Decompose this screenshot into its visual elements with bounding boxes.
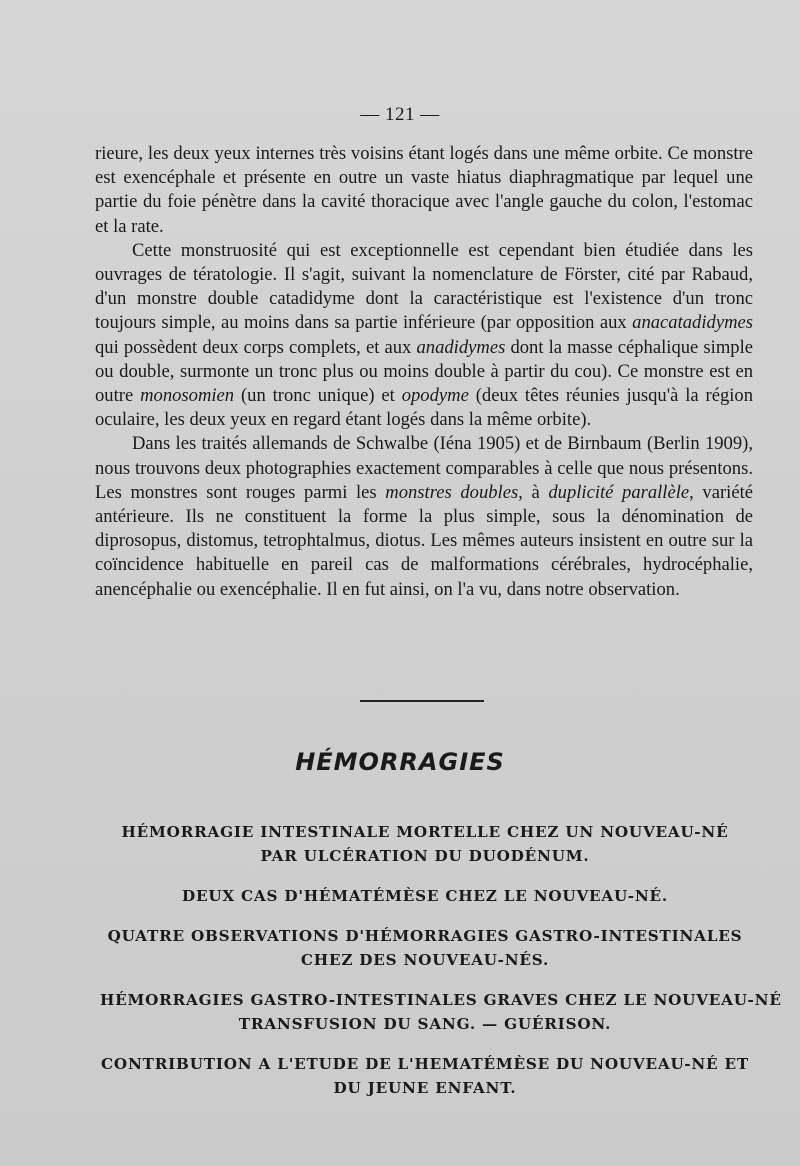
text-run: Dans les traités allemands de Schwalbe (Iéna 1905) et de Birnbaum (Berlin 1909), nous trouvons deux photographies exactement comparables à celle que nous présentons. Les monstres sont rouges parmi les xyxy=(95,433,753,503)
body-text xyxy=(95,142,753,602)
article-title-line: CHEZ DES NOUVEAU-NÉS. xyxy=(300,951,550,969)
text-run: dont la masse céphalique simple ou double, surmonte un tronc plus ou moins double à partir du cou). Ce monstre est en outre xyxy=(95,336,753,407)
article-title xyxy=(100,884,750,908)
article-title xyxy=(100,1052,750,1100)
text-run: , à xyxy=(518,481,549,503)
section-separator xyxy=(360,700,484,702)
italic-term: anacatadidymes xyxy=(632,312,753,334)
italic-term: monstres doubles xyxy=(385,481,519,503)
article-title-line: DU JEUNE ENFANT. xyxy=(333,1079,517,1097)
paragraph xyxy=(95,142,753,239)
article-title xyxy=(100,924,750,972)
text-run: , variété antérieure. Ils ne constituent la forme la plus simple, sous la dénomination de diprosopus, distomus, tetrophtalmus, diotus. Les mêmes auteurs insistent en outre sur la coïncidence habituelle en pareil cas de malformations cérébrales, hydrocéphalie, anencéphalie ou exencéphalie. Il en fut ainsi, on l'a vu, dans notre observation. xyxy=(95,481,753,600)
text-run: (deux têtes réunies jusqu'à la région oculaire, les deux yeux en regard étant logés dans la même orbite). xyxy=(95,385,754,431)
text-run: (un tronc unique) et xyxy=(234,385,402,407)
section-title: HÉMORRAGIES xyxy=(295,748,505,776)
text-run: qui possèdent deux corps complets, et aux xyxy=(95,336,417,358)
article-title-line: CONTRIBUTION A L'ETUDE DE L'HEMATÉMÈSE DU NOUVEAU-NÉ ET xyxy=(101,1055,749,1073)
text-run: Cette monstruosité qui est exceptionnelle est cependant bien étudiée dans les ouvrages de tératologie. Il s'agit, suivant la nomenclature de Förster, cité par Rabaud, d'un monstre double catadidyme dont la caractéristique est l'existence d'un tronc toujours simple, au moins dans sa partie inférieure (par opposition aux xyxy=(95,239,753,334)
article-title-line: DEUX CAS D'HÉMATÉMÈSE CHEZ LE NOUVEAU-NÉ. xyxy=(181,887,669,905)
article-title-line: QUATRE OBSERVATIONS D'HÉMORRAGIES GASTRO-INTESTINALES xyxy=(107,927,743,945)
article-title-line: TRANSFUSION DU SANG. — GUÉRISON. xyxy=(238,1015,612,1033)
article-titles-list xyxy=(100,820,782,1116)
italic-term: opodyme xyxy=(401,385,469,407)
article-title xyxy=(100,820,750,868)
text-run: rieure, les deux yeux internes très voisins étant logés dans une même orbite. Ce monstre est exencéphale et présente en outre un vaste hiatus diaphragmatique par lequel une partie du foie pénètre dans la cavité thoracique avec l'angle gauche du colon, l'estomac et la rate. xyxy=(95,143,753,237)
italic-term: duplicité parallèle xyxy=(548,481,690,503)
paragraph xyxy=(95,432,753,601)
page-number: — 121 — xyxy=(360,104,440,125)
article-title-line: HÉMORRAGIE INTESTINALE MORTELLE CHEZ UN NOUVEAU-NÉ xyxy=(121,823,729,841)
italic-term: anadidymes xyxy=(416,336,506,358)
article-title xyxy=(100,988,782,1036)
article-title-line: PAR ULCÉRATION DU DUODÉNUM. xyxy=(260,847,590,865)
paragraph xyxy=(95,239,753,433)
italic-term: monosomien xyxy=(140,385,235,407)
article-title-line: HÉMORRAGIES GASTRO-INTESTINALES GRAVES CHEZ LE NOUVEAU-NÉ xyxy=(100,991,782,1009)
